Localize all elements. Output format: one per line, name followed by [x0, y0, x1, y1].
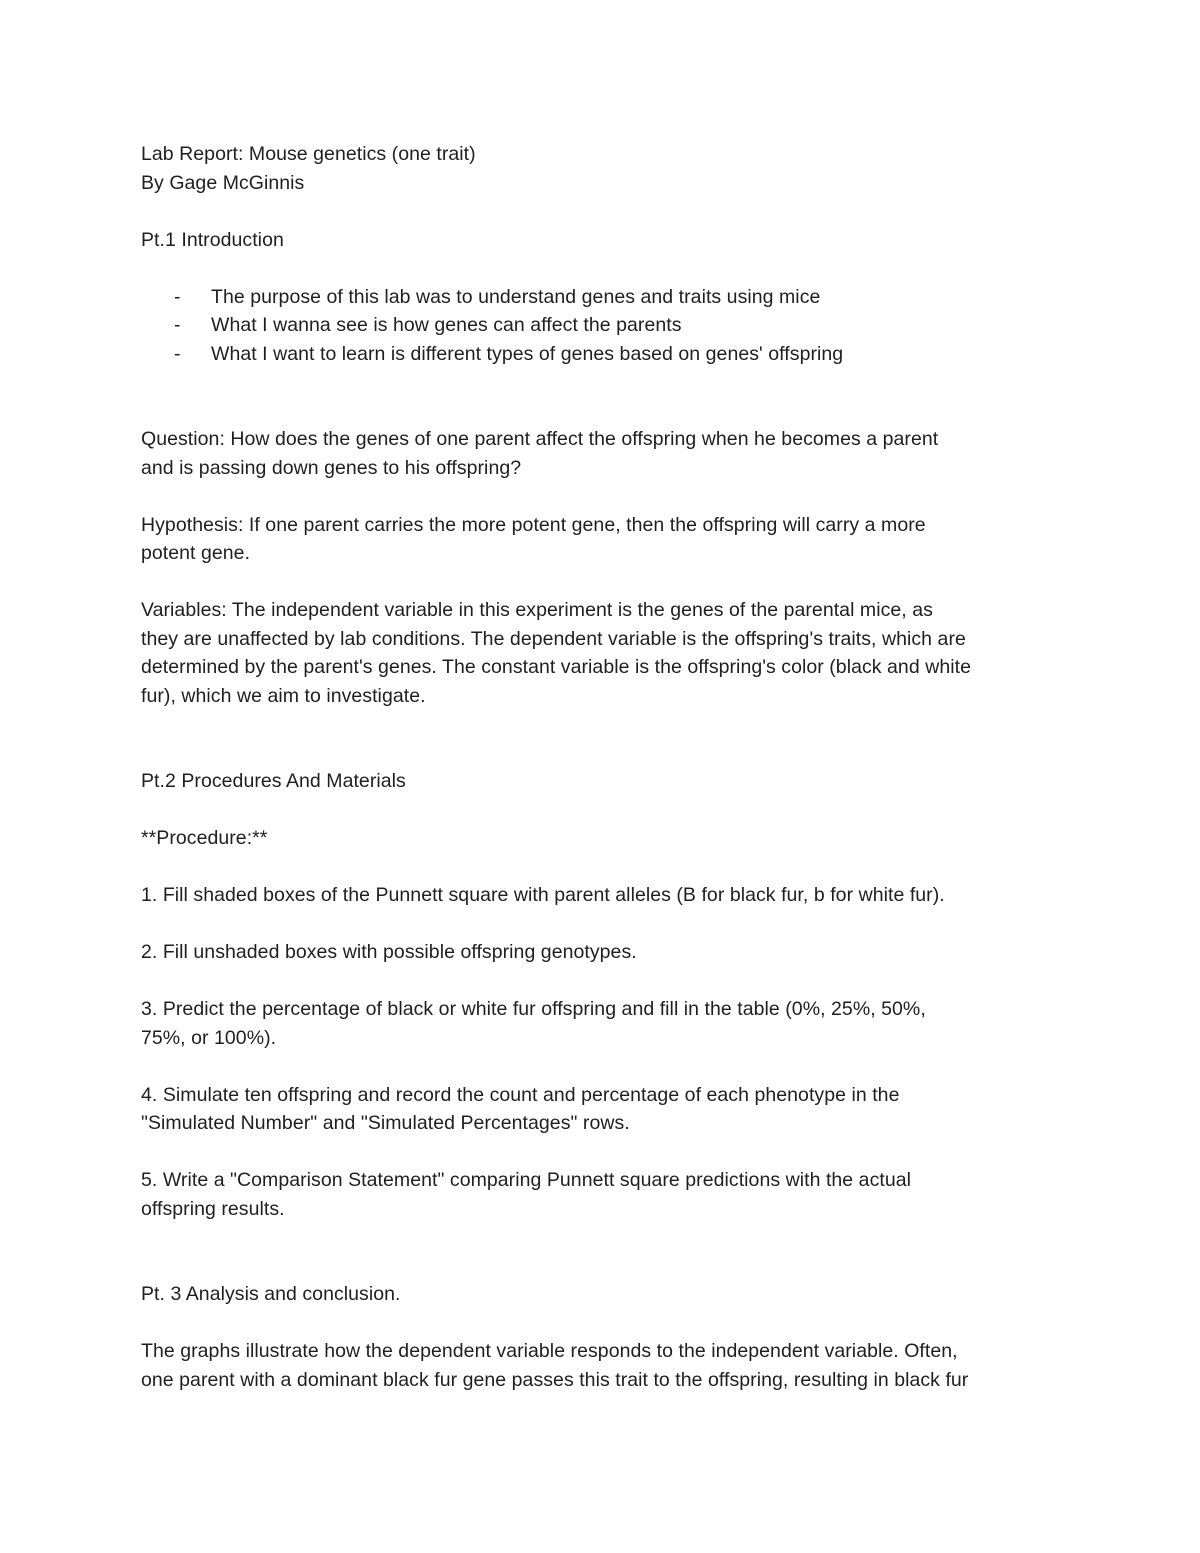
- spacer: [141, 796, 1066, 825]
- analysis-line: The graphs illustrate how the dependent variable responds to the independent variable. Often,: [141, 1340, 958, 1362]
- spacer: [141, 568, 1066, 597]
- spacer: [141, 1223, 1066, 1280]
- procedure-step-line: 5. Write a "Comparison Statement" comparing Punnett square predictions with the actual: [141, 1169, 912, 1191]
- intro-bullet: [141, 340, 1066, 369]
- procedure-step-line: "Simulated Number" and "Simulated Percentages" rows.: [141, 1112, 630, 1134]
- report-title: Lab Report: Mouse genetics (one trait): [141, 143, 476, 165]
- spacer: [141, 197, 1066, 226]
- intro-bullet-list: [141, 283, 1066, 369]
- question-line: Question: How does the genes of one parent affect the offspring when he becomes a parent: [141, 428, 939, 450]
- hypothesis-line: potent gene.: [141, 542, 251, 564]
- intro-bullet: [141, 283, 1066, 312]
- spacer: [141, 710, 1066, 767]
- procedure-step-line: 2. Fill unshaded boxes with possible offspring genotypes.: [141, 941, 637, 963]
- dash-bullet-icon: -: [174, 314, 181, 336]
- analysis-heading: Pt. 3 Analysis and conclusion.: [141, 1283, 401, 1305]
- procedure-step-line: 4. Simulate ten offspring and record the count and percentage of each phenotype in the: [141, 1083, 900, 1106]
- dash-bullet-icon: -: [174, 342, 181, 365]
- intro-bullet-text: What I wanna see is how genes can affect the parents: [211, 314, 682, 336]
- procedure-step-line: offspring results.: [141, 1197, 285, 1220]
- document-body: [141, 140, 1066, 1394]
- procedure-label: **Procedure:**: [141, 827, 268, 849]
- report-author: By Gage McGinnis: [141, 171, 305, 194]
- procedure-step-line: 75%, or 100%).: [141, 1026, 277, 1049]
- procedures-heading: Pt.2 Procedures And Materials: [141, 770, 406, 792]
- spacer: [141, 368, 1066, 425]
- dash-bullet-icon: -: [174, 285, 181, 308]
- intro-bullet-text: What I want to learn is different types of genes based on genes' offspring: [211, 342, 844, 365]
- intro-bullet: [141, 311, 1066, 340]
- analysis-line: one parent with a dominant black fur gene passes this trait to the offspring, resulting in black fur: [141, 1368, 969, 1391]
- intro-bullet-text: The purpose of this lab was to understand genes and traits using mice: [211, 285, 821, 308]
- question-line: and is passing down genes to his offspring?: [141, 456, 522, 479]
- spacer: [141, 1138, 1066, 1167]
- hypothesis-line: Hypothesis: If one parent carries the more potent gene, then the offspring will carry a more: [141, 513, 926, 536]
- variables-line: determined by the parent's genes. The constant variable is the offspring's color (black and white: [141, 656, 971, 678]
- procedure-step-line: 1. Fill shaded boxes of the Punnett square with parent alleles (B for black fur, b for white fur).: [141, 884, 945, 906]
- variables-line: they are unaffected by lab conditions. The dependent variable is the offspring's traits, which are: [141, 627, 966, 650]
- spacer: [141, 910, 1066, 939]
- intro-heading: Pt.1 Introduction: [141, 228, 284, 251]
- spacer: [141, 853, 1066, 882]
- variables-line: Variables: The independent variable in this experiment is the genes of the parental mice, as: [141, 599, 933, 621]
- spacer: [141, 967, 1066, 996]
- spacer: [141, 254, 1066, 283]
- spacer: [141, 1052, 1066, 1081]
- procedure-step-line: 3. Predict the percentage of black or white fur offspring and fill in the table (0%, 25%, 50%,: [141, 998, 926, 1020]
- spacer: [141, 1309, 1066, 1338]
- variables-line: fur), which we aim to investigate.: [141, 684, 426, 707]
- spacer: [141, 482, 1066, 511]
